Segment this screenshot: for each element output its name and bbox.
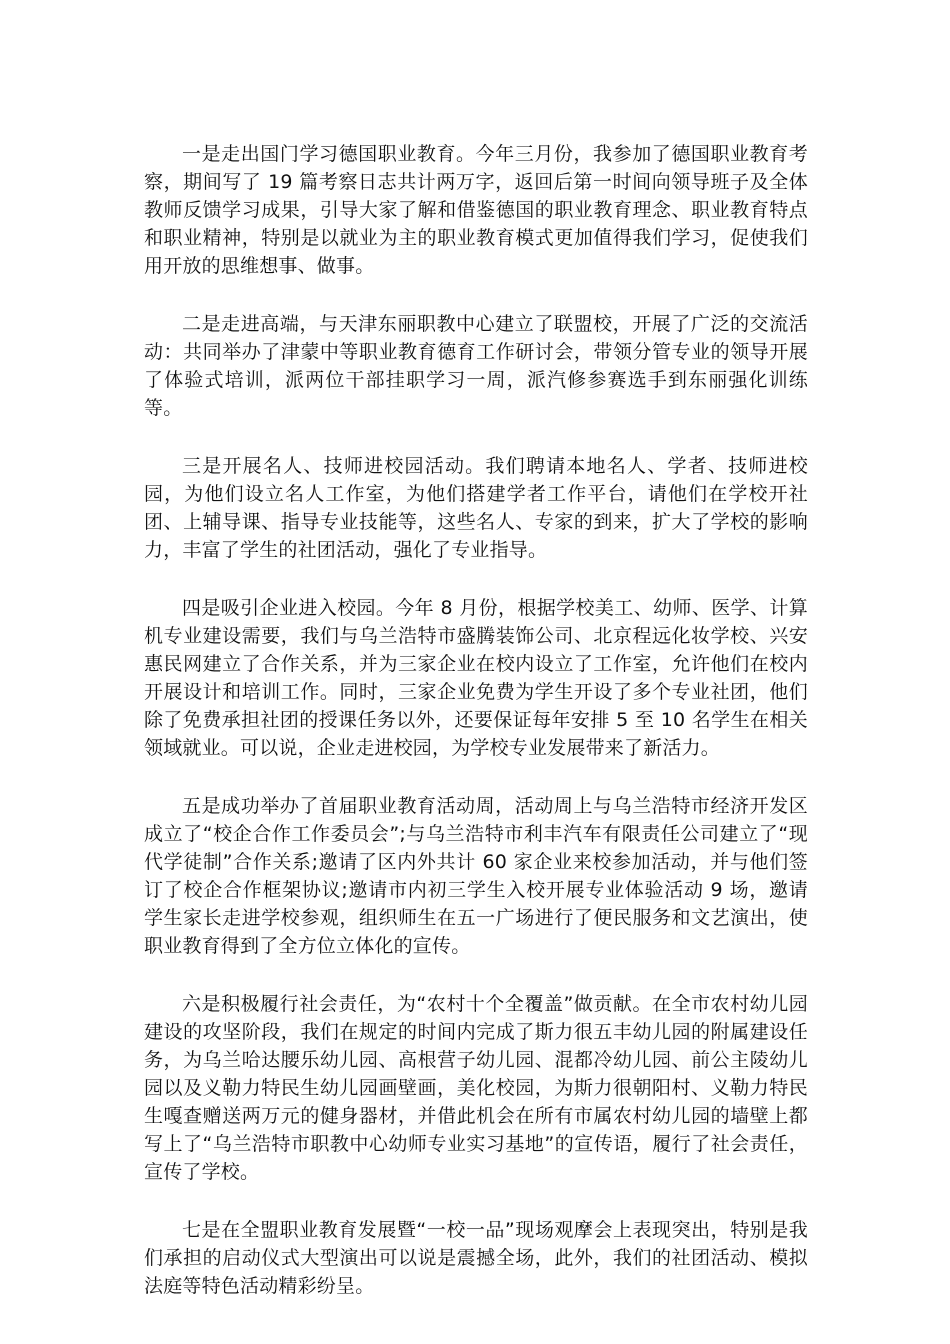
paragraph-1: 一是走出国门学习德国职业教育。今年三月份，我参加了德国职业教育考察，期间写了 19 篇考察日志共计两万字，返回后第一时间向领导班子及全体教师反馈学习成果，引导大家了解和借鉴德国的职业教育理念、职业教育特点和职业精神，特别是以就业为主的职业教育模式更加值得我们学习，促使我们用开放的思维想事、做事。 [144,143,808,277]
paragraph-5: 五是成功举办了首届职业教育活动周，活动周上与乌兰浩特市经济开发区成立了“校企合作工作委员会”;与乌兰浩特市利丰汽车有限责任公司建立了“现代学徒制”合作关系;邀请了区内外共计 60 家企业来校参加活动，并与他们签订了校企合作框架协议;邀请市内初三学生入校开展专业体验活动 9 场，邀请学生家长走进学校参观，组织师生在五一广场进行了便民服务和文艺演出，使职业教育得到了全方位立体化的宣传。 [144,795,808,957]
document-body [144,140,808,1330]
paragraph-2: 二是走进高端，与天津东丽职教中心建立了联盟校，开展了广泛的交流活动：共同举办了津蒙中等职业教育德育工作研讨会，带领分管专业的领导开展了体验式培训，派两位干部挂职学习一周，派汽修参赛选手到东丽强化训练等。 [144,313,808,419]
paragraph-7: 七是在全盟职业教育发展暨“一校一品”现场观摩会上表现突出，特别是我们承担的启动仪式大型演出可以说是震撼全场，此外，我们的社团活动、模拟法庭等特色活动精彩纷呈。 [144,1219,808,1297]
paragraph-6: 六是积极履行社会责任，为“农村十个全覆盖”做贡献。在全市农村幼儿园建设的攻坚阶段，我们在规定的时间内完成了斯力很五丰幼儿园的附属建设任务，为乌兰哈达腰乐幼儿园、高根营子幼儿园、混都冷幼儿园、前公主陵幼儿园以及义勒力特民生幼儿园画壁画，美化校园，为斯力很朝阳村、义勒力特民生嘎查赠送两万元的健身器材，并借此机会在所有市属农村幼儿园的墙壁上都写上了“乌兰浩特市职教中心幼师专业实习基地”的宣传语，履行了社会责任，宣传了学校。 [144,993,808,1183]
paragraph-3: 三是开展名人、技师进校园活动。我们聘请本地名人、学者、技师进校园，为他们设立名人工作室，为他们搭建学者工作平台，请他们在学校开社团、上辅导课、指导专业技能等，这些名人、专家的到来，扩大了学校的影响力，丰富了学生的社团活动，强化了专业指导。 [144,455,808,561]
paragraph-4: 四是吸引企业进入校园。今年 8 月份，根据学校美工、幼师、医学、计算机专业建设需要，我们与乌兰浩特市盛腾装饰公司、北京程远化妆学校、兴安惠民网建立了合作关系，并为三家企业在校内设立了工作室，允许他们在校内开展设计和培训工作。同时，三家企业免费为学生开设了多个专业社团，他们除了免费承担社团的授课任务以外，还要保证每年安排 5 至 10 名学生在相关领域就业。可以说，企业走进校园，为学校专业发展带来了新活力。 [144,597,808,759]
